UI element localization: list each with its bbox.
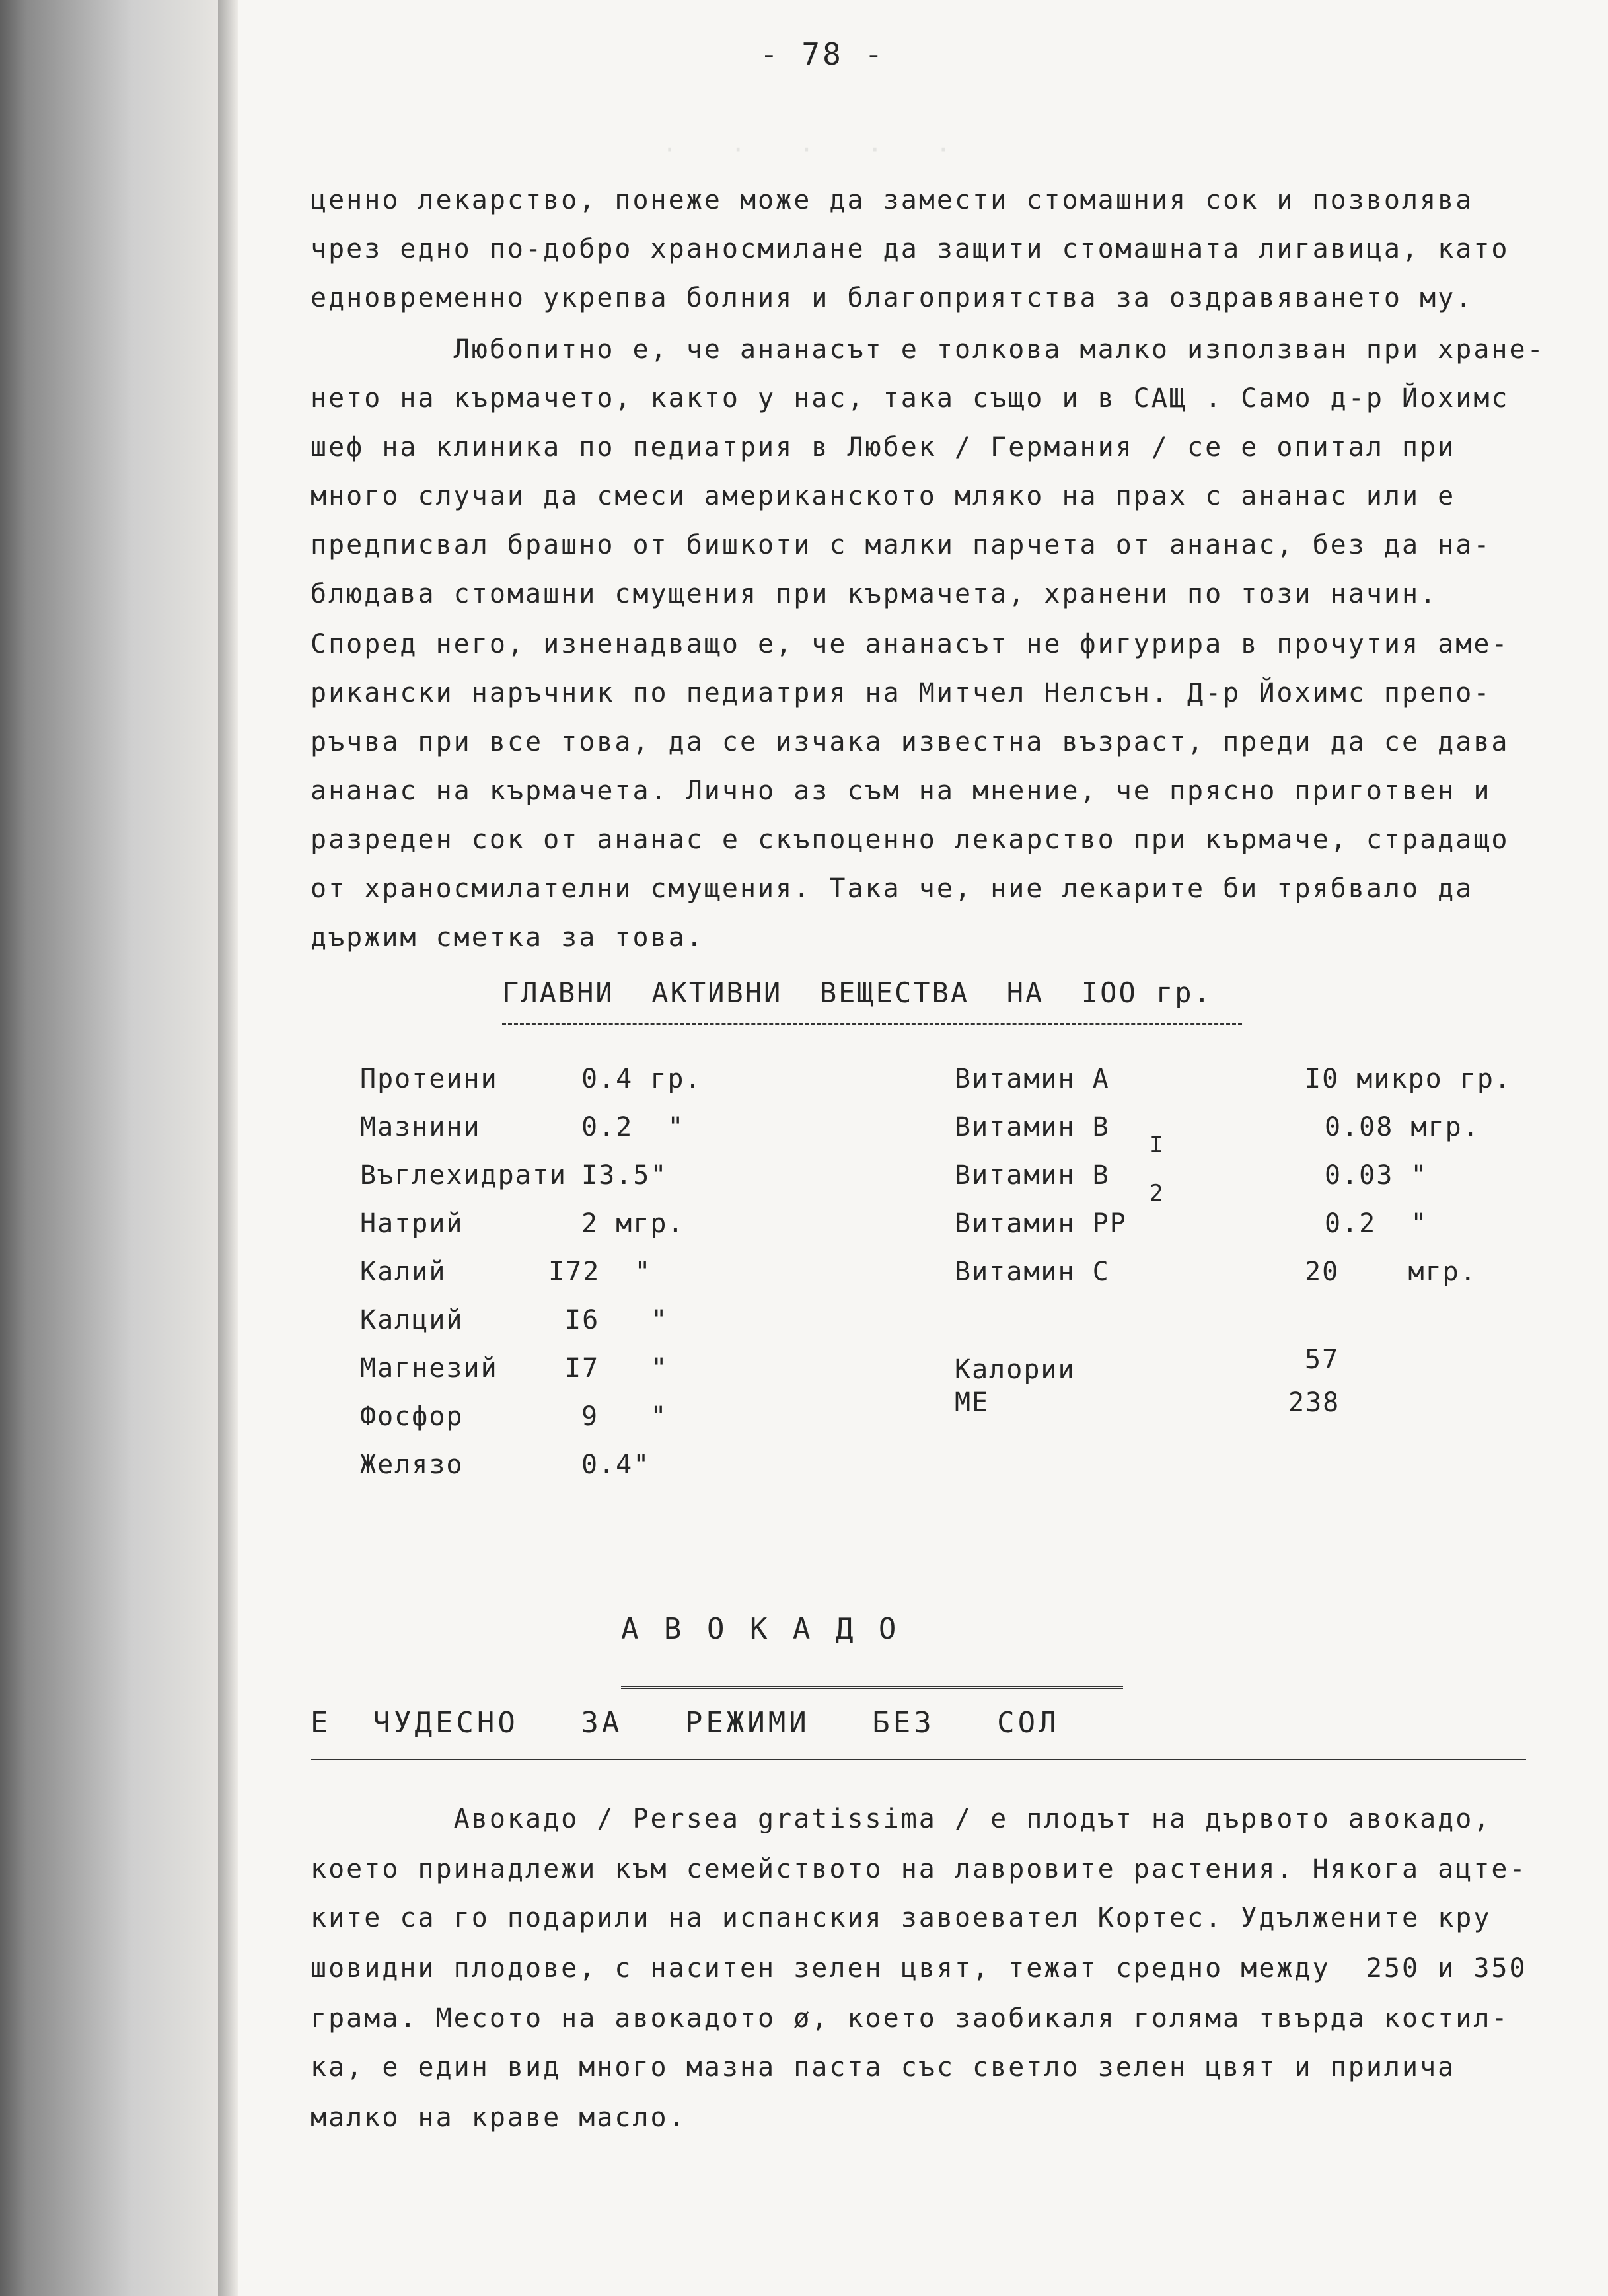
nutrient-value: 0.4" [581, 1450, 651, 1480]
nutrient-value: 2 мгр. [581, 1208, 685, 1239]
text-line: ките са го подарили на испанския завоевател Кортес. Удължените кру [311, 1903, 1492, 1933]
subtitle-underline [311, 1758, 1526, 1760]
avocado-title: А В О К А Д О [621, 1612, 900, 1646]
energy-name: Калории [955, 1354, 1076, 1385]
avocado-subtitle: Е ЧУДЕСНО ЗА РЕЖИМИ БЕЗ СОЛ [311, 1706, 1060, 1740]
vitamin-name: Витамин A [955, 1064, 1110, 1094]
binding-edge [218, 0, 238, 2296]
title-underline [621, 1686, 1123, 1689]
text-line: разреден сок от ананас е скъпоценно лекарство при кърмаче, страдащо [311, 825, 1510, 855]
text-line: блюдава стомашни смущения при кърмачета, хранени по този начин. [311, 579, 1438, 609]
vitamin-name: Витамин B [955, 1112, 1110, 1142]
nutrient-name: Натрий [360, 1208, 464, 1239]
nutrient-name: Въглехидрати [360, 1160, 567, 1191]
nutrient-name: Протеини [360, 1064, 498, 1094]
text-line: шеф на клиника по педиатрия в Любек / Германия / се е опитал при [311, 432, 1456, 463]
nutrient-value: 0.2 " [581, 1112, 685, 1142]
nutrients-heading: ГЛАВНИ АКТИВНИ ВЕЩЕСТВА НА IOO гр. [502, 977, 1212, 1009]
heading-underline [502, 1023, 1242, 1025]
text-line: шовидни плодове, с наситен зелен цвят, тежат средно между 250 и 350 [311, 1953, 1527, 1983]
text-line: рикански наръчник по педиатрия на Митчел Нелсън. Д-р Йохимс препо- [311, 678, 1492, 708]
vitamin-value: 0.03 " [1325, 1160, 1428, 1191]
nutrient-name: Фосфор [360, 1401, 464, 1432]
nutrient-value: 9 " [581, 1401, 668, 1432]
text-line: от храносмилателни смущения. Така че, ние лекарите би трябвало да [311, 873, 1474, 904]
book-binding-shadow [0, 0, 238, 2296]
text-line: държим сметка за това. [311, 922, 704, 953]
text-line: много случаи да смеси американското мляко на прах с ананас или е [311, 481, 1456, 511]
energy-value: 238 [1288, 1388, 1340, 1418]
text-line: Любопитно е, че ананасът е толкова малко използван при хране- [311, 334, 1545, 365]
energy-value: 57 [1305, 1345, 1340, 1375]
section-divider [311, 1537, 1599, 1539]
text-line: едновременно укрепва болния и благоприятства за оздравяването му. [311, 283, 1474, 313]
nutrient-name: Желязо [360, 1450, 464, 1480]
text-line: чрез едно по-добро храносмилане да защити стомашната лигавица, като [311, 234, 1510, 264]
nutrient-value: I6 " [565, 1305, 669, 1335]
text-line: ка, е един вид много мазна паста със светло зелен цвят и прилича [311, 2052, 1456, 2083]
energy-name: МЕ [955, 1388, 990, 1418]
nutrient-value: I72 " [548, 1257, 652, 1287]
page-number: - 78 - [760, 36, 886, 72]
vitamin-name: Витамин B [955, 1160, 1110, 1191]
text-line: което принадлежи към семейството на лавровите растения. Някога ацте- [311, 1854, 1527, 1884]
text-line: нето на кърмачето, както у нас, така също и в САЩ . Само д-р Йохимс [311, 383, 1510, 414]
vitamin-value: 20 мгр. [1305, 1257, 1477, 1287]
text-line: ананас на кърмачета. Лично аз съм на мнение, че прясно приготвен и [311, 776, 1492, 806]
text-line: ценно лекарство, понеже може да замести стомашния сок и позволява [311, 185, 1474, 215]
vitamin-name: Витамин C [955, 1257, 1110, 1287]
nutrient-value: I3.5" [581, 1160, 668, 1191]
nutrient-value: 0.4 гр. [581, 1064, 702, 1094]
vitamin-subscript: I [1150, 1132, 1165, 1158]
vitamin-value: 0.2 " [1325, 1208, 1428, 1239]
bleed-through-texture: · · · · · [423, 135, 953, 165]
vitamin-value: 0.08 мгр. [1325, 1112, 1480, 1142]
nutrient-name: Калий [360, 1257, 447, 1287]
nutrient-value: I7 " [565, 1353, 669, 1384]
text-line: ръчва при все това, да се изчака известна възраст, преди да се дава [311, 727, 1510, 757]
vitamin-value: I0 микро гр. [1305, 1064, 1512, 1094]
nutrient-name: Калций [360, 1305, 464, 1335]
text-line: грама. Месото на авокадото ø, което заобикаля голяма твърда костил- [311, 2003, 1510, 2034]
text-line: Според него, изненадващо е, че ананасът не фигурира в прочутия аме- [311, 629, 1510, 659]
nutrient-name: Мазнини [360, 1112, 481, 1142]
nutrient-name: Магнезий [360, 1353, 498, 1384]
text-line: предписвал брашно от бишкоти с малки парчета от ананас, без да на- [311, 530, 1492, 560]
text-line: Авокадо / Persea gratissima / е плодът на дървото авокадо, [311, 1804, 1492, 1834]
vitamin-name: Витамин PP [955, 1208, 1127, 1239]
vitamin-subscript: 2 [1150, 1180, 1165, 1206]
text-line: малко на краве масло. [311, 2102, 686, 2133]
